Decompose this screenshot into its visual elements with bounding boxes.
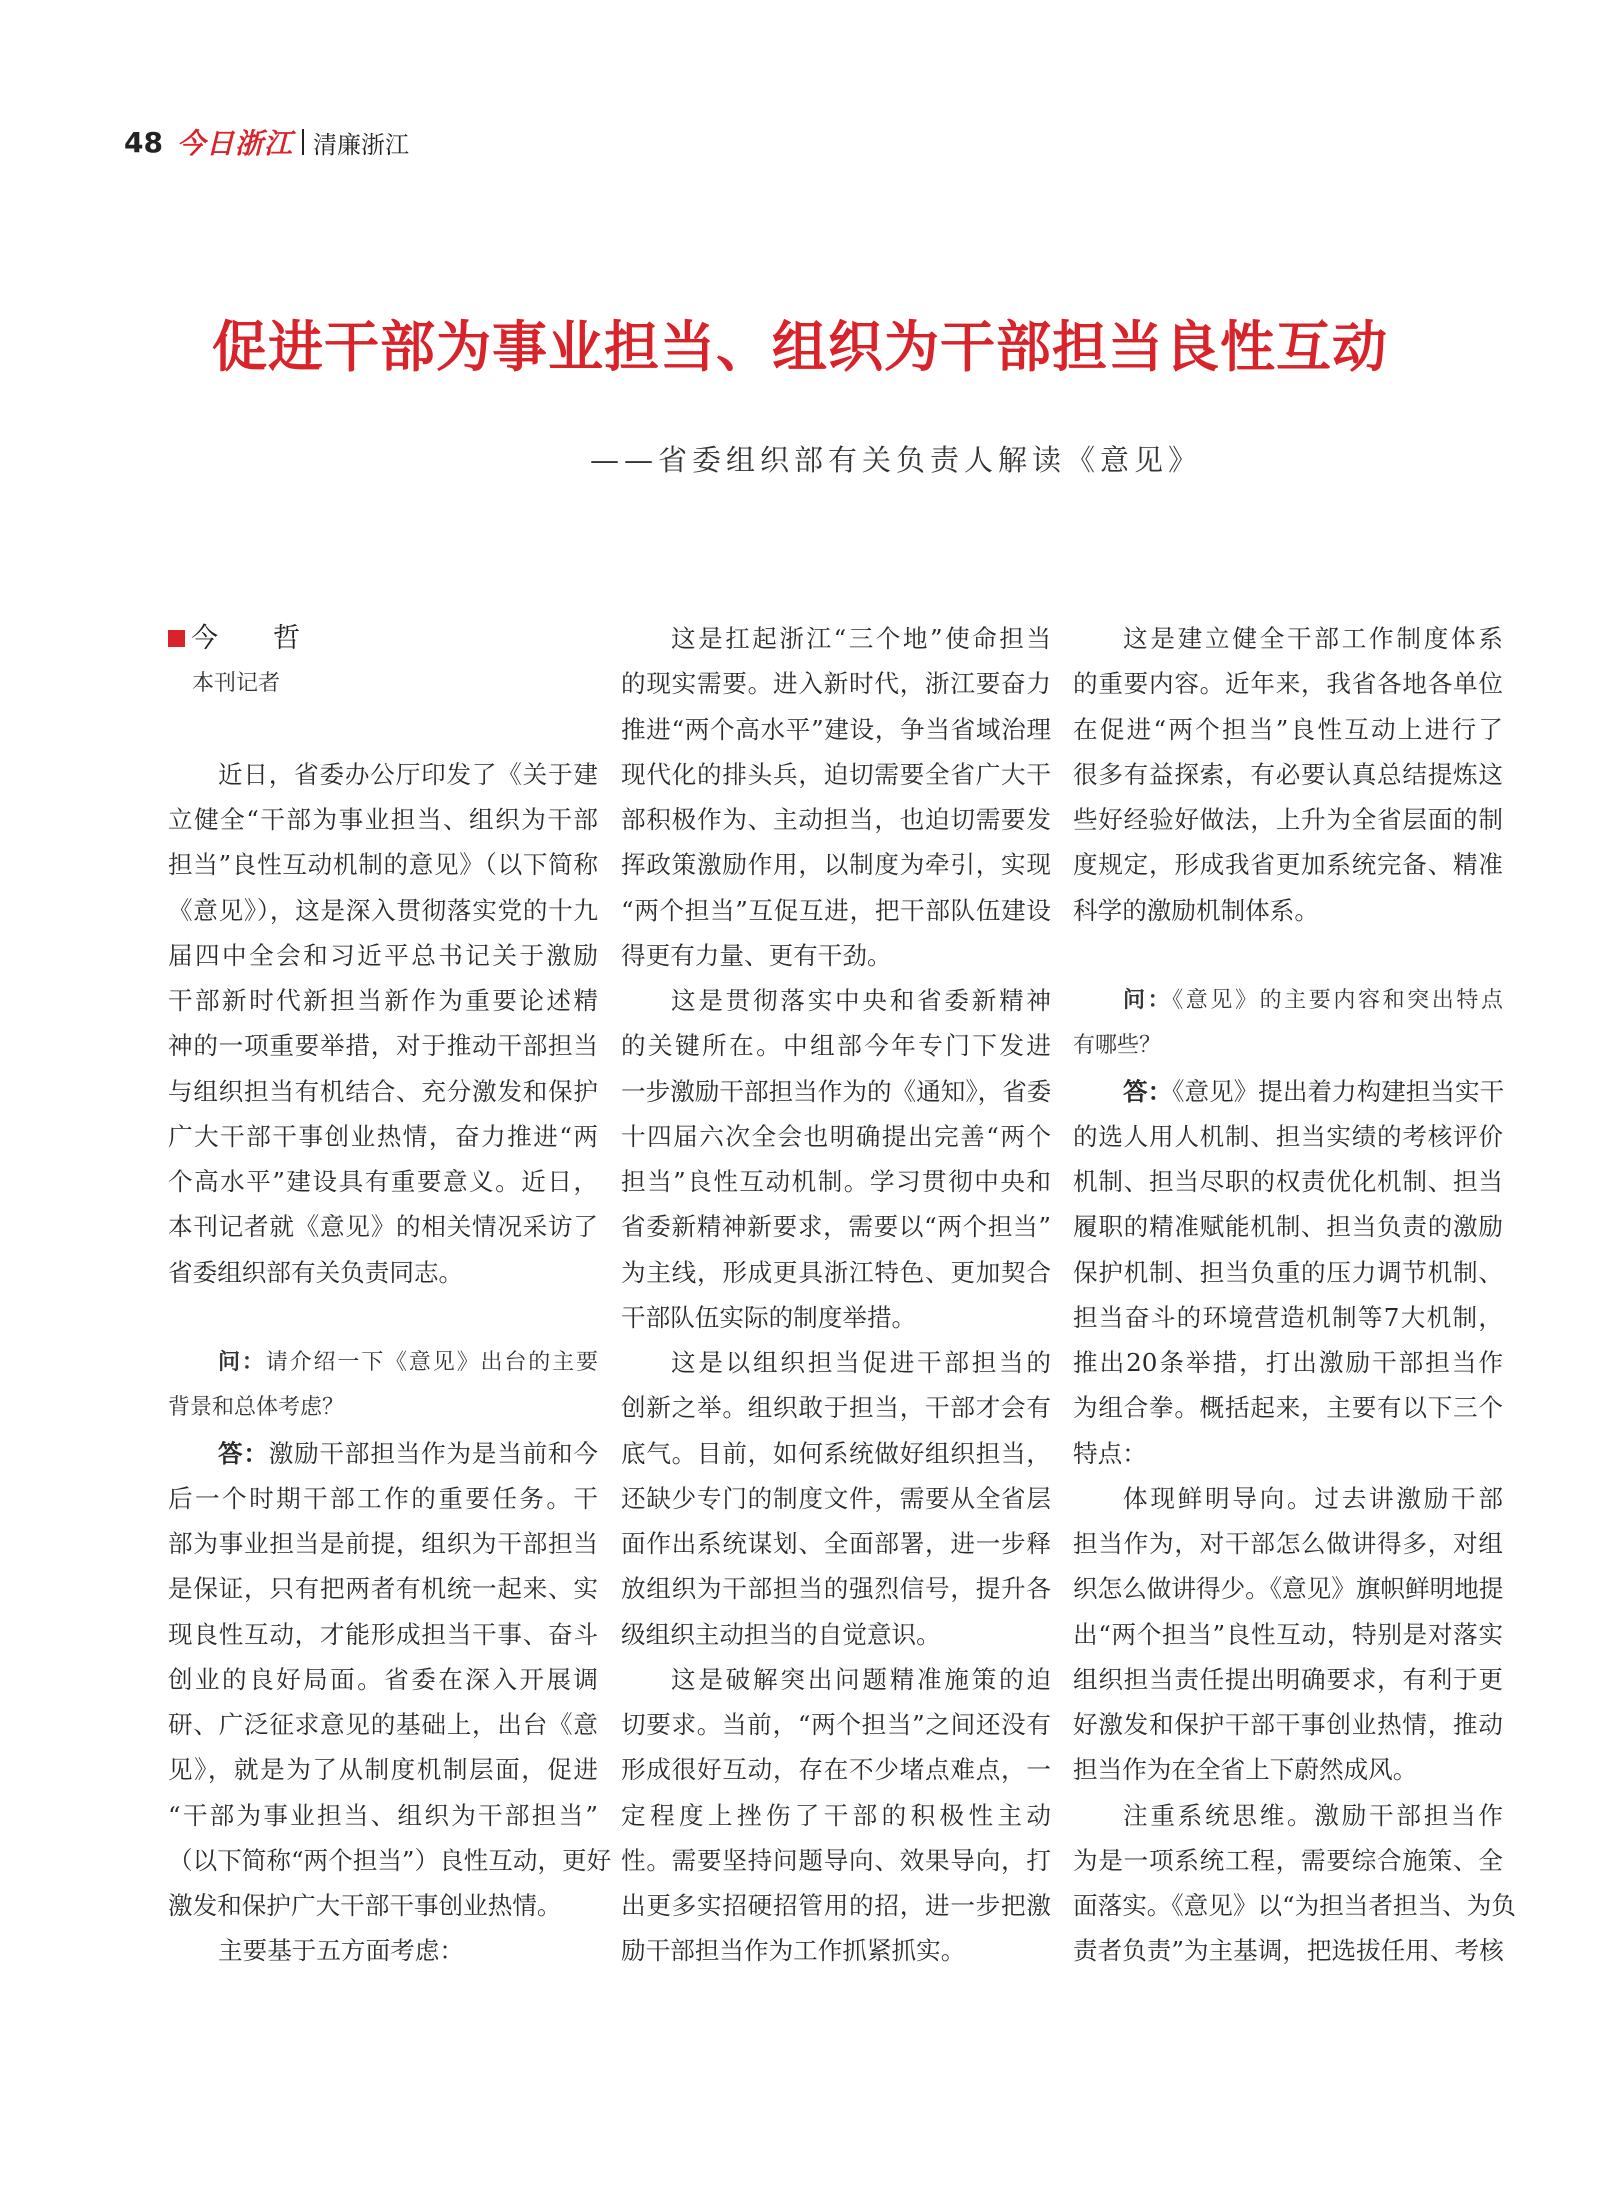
question-line: 有哪些？ (1073, 1033, 1162, 1059)
text-line: 《意见》），这是深入贯彻落实党的十九 (168, 895, 598, 925)
text-line: 创新之举。组织敢于担当，干部才会有 (621, 1393, 1051, 1423)
text-line: 本刊记者就《意见》的相关情况采访了 (168, 1212, 598, 1242)
text-line: 面作出系统谋划、全面部署，进一步释 (621, 1529, 1051, 1558)
answer-1 (168, 1431, 612, 1929)
text-line: 现良性互动，才能形成担当干事、奋斗 (168, 1619, 598, 1649)
paragraph (1073, 616, 1503, 933)
text-line: 这是破解突出问题精准施策的迫 (671, 1664, 1051, 1694)
text-line: 担当”良性互动机制。学习贯彻中央和 (621, 1167, 1051, 1196)
question-2 (1073, 978, 1503, 1069)
text-line: 级组织主动担当的自觉意识。 (621, 1619, 941, 1649)
text-line: 保护机制、担当负重的压力调节机制、 (1073, 1257, 1503, 1287)
page-number: 48 (124, 125, 163, 159)
text-line: 干部新时代新担当新作为重要论述精 (168, 986, 598, 1015)
text-line: 还缺少专门的制度文件，需要从全省层 (621, 1483, 1051, 1513)
answer-line: 答：激励干部担当作为是当前和今 (218, 1438, 598, 1468)
text-line: 近日，省委办公厅印发了《关于建 (218, 759, 598, 789)
answer-label: 答： (1123, 1076, 1173, 1106)
text-line: 励干部担当作为工作抓紧抓实。 (621, 1936, 966, 1966)
article-column-3 (1073, 616, 1516, 1974)
text-line: 责者负责”为主基调，把选拔任用、考核 (1073, 1936, 1504, 1966)
text-line: 的关键所在。中组部今年专门下发进 (621, 1031, 1051, 1061)
text-line: 神的一项重要举措，对于推动干部担当 (168, 1031, 598, 1061)
intro-paragraph (168, 752, 598, 1295)
text-line: 省委组织部有关负责同志。 (168, 1257, 464, 1287)
text-line: 推出20条举措，打出激励干部担当作 (1073, 1348, 1503, 1377)
answer-line: 答：《意见》提出着力构建担当实干 (1123, 1076, 1505, 1106)
text-line: 挥政策激励作用，以制度为牵引，实现 (621, 850, 1051, 880)
text-line: 形成很好互动，存在不少堵点难点，一 (621, 1755, 1051, 1785)
paragraph (621, 978, 1051, 1340)
text-line: 出更多实招硬招管用的招，进一步把激 (621, 1891, 1051, 1920)
article-column-2 (621, 616, 1051, 1974)
author-name: 今 哲 (191, 623, 314, 654)
text-line: 十四届六次全会也明确提出完善“两个 (621, 1121, 1051, 1151)
text-line: 好激发和保护干部干事创业热情，推动 (1073, 1710, 1503, 1739)
text-line: 个高水平”建设具有重要意义。近日， (168, 1167, 598, 1196)
text-line: 立健全“干部为事业担当、组织为干部 (168, 805, 598, 834)
text-line: 研、广泛征求意见的基础上，出台《意 (168, 1710, 598, 1739)
text-line: 这是贯彻落实中央和省委新精神 (671, 986, 1051, 1015)
text-line: 科学的激励机制体系。 (1073, 895, 1319, 925)
section-name: 清廉浙江 (312, 130, 409, 159)
text-line: 与组织担当有机结合、充分激发和保护 (168, 1076, 598, 1106)
text-line: 注重系统思维。激励干部担当作 (1123, 1800, 1503, 1830)
author-byline (168, 616, 598, 661)
text-line: 激发和保护广大干部干事创业热情。 (168, 1891, 562, 1920)
text-line: 很多有益探索，有必要认真总结提炼这 (1073, 759, 1503, 789)
text-line: 为是一项系统工程，需要综合施策、全 (1073, 1845, 1503, 1875)
text-line: 机制、担当尽职的权责优化机制、担当 (1073, 1167, 1503, 1196)
text-line: 的重要内容。近年来，我省各地各单位 (1073, 669, 1503, 699)
text-line: 是保证，只有把两者有机统一起来、实 (168, 1574, 598, 1604)
paragraph (1073, 1476, 1503, 1793)
author-role: 本刊记者 (192, 671, 281, 697)
text-line: 现代化的排头兵，迫切需要全省广大干 (621, 759, 1051, 789)
text-line: 届四中全会和习近平总书记关于激励 (168, 940, 598, 970)
article-column-1 (168, 616, 612, 1974)
text-line: 底气。目前，如何系统做好组织担当， (621, 1438, 1051, 1468)
text-line: 推进“两个高水平”建设，争当省域治理 (621, 714, 1051, 744)
paragraph (621, 1657, 1051, 1974)
text-line: 这是扛起浙江“三个地”使命担当 (671, 624, 1051, 653)
text-line: （以下简称“两个担当”）良性互动，更好 (168, 1845, 612, 1875)
text-line: 为组合拳。概括起来，主要有以下三个 (1073, 1393, 1503, 1423)
text-line: 后一个时期干部工作的重要任务。干 (168, 1483, 598, 1513)
paragraph (621, 616, 1051, 978)
article-subtitle: ——省委组织部有关负责人解读《意见》 (590, 443, 1203, 477)
text-line: “干部为事业担当、组织为干部担当” (168, 1800, 598, 1830)
text-line: 出“两个担当”良性互动，特别是对落实 (1073, 1619, 1503, 1649)
question-label: 问： (1123, 988, 1173, 1013)
paragraph (1073, 1793, 1516, 1974)
text-line: 性。需要坚持问题导向、效果导向，打 (621, 1845, 1051, 1875)
text-line: 些好经验好做法，上升为全省层面的制 (1073, 805, 1503, 834)
text-line: 切要求。当前，“两个担当”之间还没有 (621, 1710, 1051, 1739)
text-line: 得更有力量、更有干劲。 (621, 940, 892, 970)
text-line: 体现鲜明导向。过去讲激励干部 (1123, 1483, 1503, 1513)
text-line: 的现实需要。进入新时代，浙江要奋力 (621, 669, 1051, 699)
text-line: 担当作为，对干部怎么做讲得多，对组 (1073, 1529, 1503, 1558)
text-line: 一步激励干部担当作为的《通知》，省委 (621, 1076, 1052, 1106)
text-line: 创业的良好局面。省委在深入开展调 (168, 1664, 598, 1694)
question-line: 背景和总体考虑？ (168, 1395, 345, 1421)
text-line: 担当奋斗的环境营造机制等7大机制， (1073, 1302, 1503, 1332)
article-title: 促进干部为事业担当、组织为干部担当良性互动 (211, 314, 1388, 379)
text-line: 干部队伍实际的制度举措。 (621, 1302, 917, 1332)
question-1 (168, 1340, 598, 1431)
paragraph (621, 1340, 1051, 1657)
page-header (124, 122, 409, 162)
author-marker-icon (168, 630, 185, 647)
text-line: 定程度上挫伤了干部的积极性主动 (621, 1800, 1051, 1830)
question-line: 问：《意见》的主要内容和突出特点 (1123, 988, 1503, 1013)
text-line: 组织担当责任提出明确要求，有利于更 (1073, 1664, 1503, 1694)
text-line: 面落实。《意见》以“为担当者担当、为负 (1073, 1891, 1516, 1920)
text-line: “两个担当”互促互进，把干部队伍建设 (621, 895, 1051, 925)
text-line: 省委新精神新要求，需要以“两个担当” (621, 1212, 1051, 1242)
text-line: 部积极作为、主动担当，也迫切需要发 (621, 805, 1051, 834)
text-line: 担当作为在全省上下蔚然成风。 (1073, 1755, 1418, 1785)
text-line: 度规定，形成我省更加系统完备、精准 (1073, 850, 1503, 880)
text-line: 放组织为干部担当的强烈信号，提升各 (621, 1574, 1051, 1604)
text-line: 主要基于五方面考虑： (218, 1936, 464, 1966)
text-line: 履职的精准赋能机制、担当负责的激励 (1073, 1212, 1503, 1242)
text-line: 特点： (1073, 1438, 1147, 1468)
question-line: 问：请介绍一下《意见》出台的主要 (218, 1350, 598, 1375)
answer-2 (1073, 1069, 1503, 1476)
magazine-logo: 今日浙江 (176, 127, 293, 160)
text-line: 的选人用人机制、担当实绩的考核评价 (1073, 1121, 1503, 1151)
header-divider (302, 129, 304, 155)
text-line: 见》，就是为了从制度机制层面，促进 (168, 1755, 598, 1785)
text-line: 为主线，形成更具浙江特色、更加契合 (621, 1257, 1051, 1287)
text-line: 担当”良性互动机制的意见》（以下简称 (168, 850, 598, 880)
text-line: 这是建立健全干部工作制度体系 (1123, 624, 1503, 653)
text-line: 织怎么做讲得少。《意见》旗帜鲜明地提 (1073, 1574, 1504, 1604)
text-line: 部为事业担当是前提，组织为干部担当 (168, 1529, 598, 1558)
answer-label: 答： (218, 1438, 269, 1468)
text-line: 广大干部干事创业热情，奋力推进“两 (168, 1121, 598, 1151)
text-line: 在促进“两个担当”良性互动上进行了 (1073, 714, 1503, 744)
text-line: 这是以组织担当促进干部担当的 (671, 1348, 1051, 1377)
question-label: 问： (218, 1350, 266, 1375)
